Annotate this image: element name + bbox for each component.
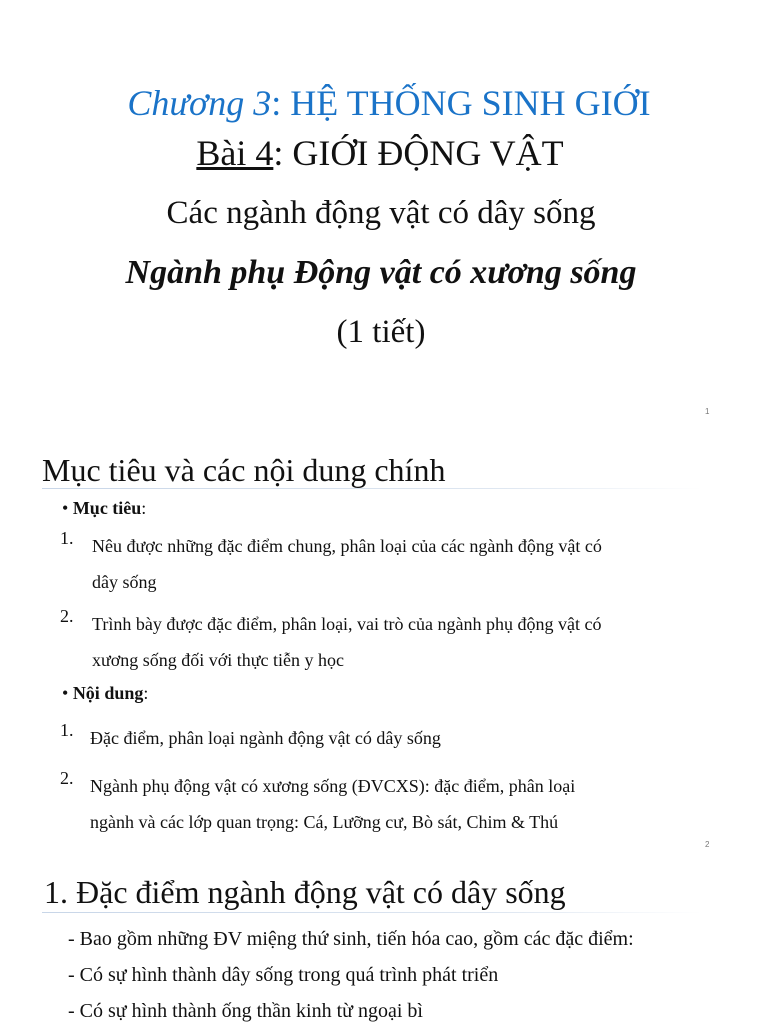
lesson-prefix: Bài 4: [196, 133, 274, 173]
item-line: Nêu được những đặc điểm chung, phân loại của các ngành động vật có: [92, 536, 602, 556]
item-number: 1.: [60, 720, 74, 740]
list-item: - Có sự hình thành dây sống trong quá trình phát triển: [68, 964, 499, 986]
item-text: [90, 720, 710, 756]
goals-label-text: Mục tiêu: [72, 498, 142, 518]
subtitle-bold: Ngành phụ Động vật có xương sống: [125, 254, 637, 291]
heading-divider: [42, 912, 702, 913]
item-line: dây sống: [92, 572, 157, 592]
subtitle: Các ngành động vật có dây sống: [166, 195, 596, 231]
slide-title: [0, 0, 768, 420]
item-line: Đặc điểm, phân loại ngành động vật có dây sống: [90, 728, 441, 748]
chapter-title: [0, 82, 768, 124]
item-number: 2.: [60, 606, 74, 626]
item-line: xương sống đối với thực tiễn y học: [92, 650, 345, 670]
item-text: [90, 768, 710, 840]
page-number: 2: [705, 840, 710, 849]
chapter-name: : HỆ THỐNG SINH GIỚI: [271, 83, 651, 123]
item-number: 2.: [60, 768, 74, 788]
content-label: • Nội dung:: [62, 683, 149, 703]
slide-heading: 1. Đặc điểm ngành động vật có dây sống: [44, 874, 566, 910]
list-item: - Có sự hình thành ống thần kinh từ ngoại bì: [68, 1000, 423, 1022]
list-item: - Bao gồm những ĐV miệng thứ sinh, tiến hóa cao, gồm các đặc điểm:: [68, 928, 634, 950]
heading-divider: [42, 488, 702, 489]
item-text: [92, 606, 712, 678]
item-line: Trình bày được đặc điểm, phân loại, vai trò của ngành phụ động vật có: [92, 614, 602, 634]
lesson-title: [0, 132, 760, 174]
item-number: 1.: [60, 528, 74, 548]
item-line: Ngành phụ động vật có xương sống (ĐVCXS): đặc điểm, phân loại: [90, 776, 576, 796]
period: (1 tiết): [336, 314, 426, 350]
item-text: [92, 528, 712, 600]
goals-label: • Mục tiêu:: [62, 498, 147, 518]
lesson-name: : GIỚI ĐỘNG VẬT: [273, 133, 564, 173]
content-label-text: Nội dung: [72, 683, 144, 703]
slide-characteristics: [0, 852, 768, 1024]
slide-objectives: [0, 420, 768, 852]
item-line: ngành và các lớp quan trọng: Cá, Lưỡng cư, Bò sát, Chim & Thú: [90, 812, 559, 832]
chapter-prefix: Chương 3: [127, 83, 272, 123]
slide-heading: Mục tiêu và các nội dung chính: [42, 452, 446, 488]
page-number: 1: [705, 407, 710, 416]
